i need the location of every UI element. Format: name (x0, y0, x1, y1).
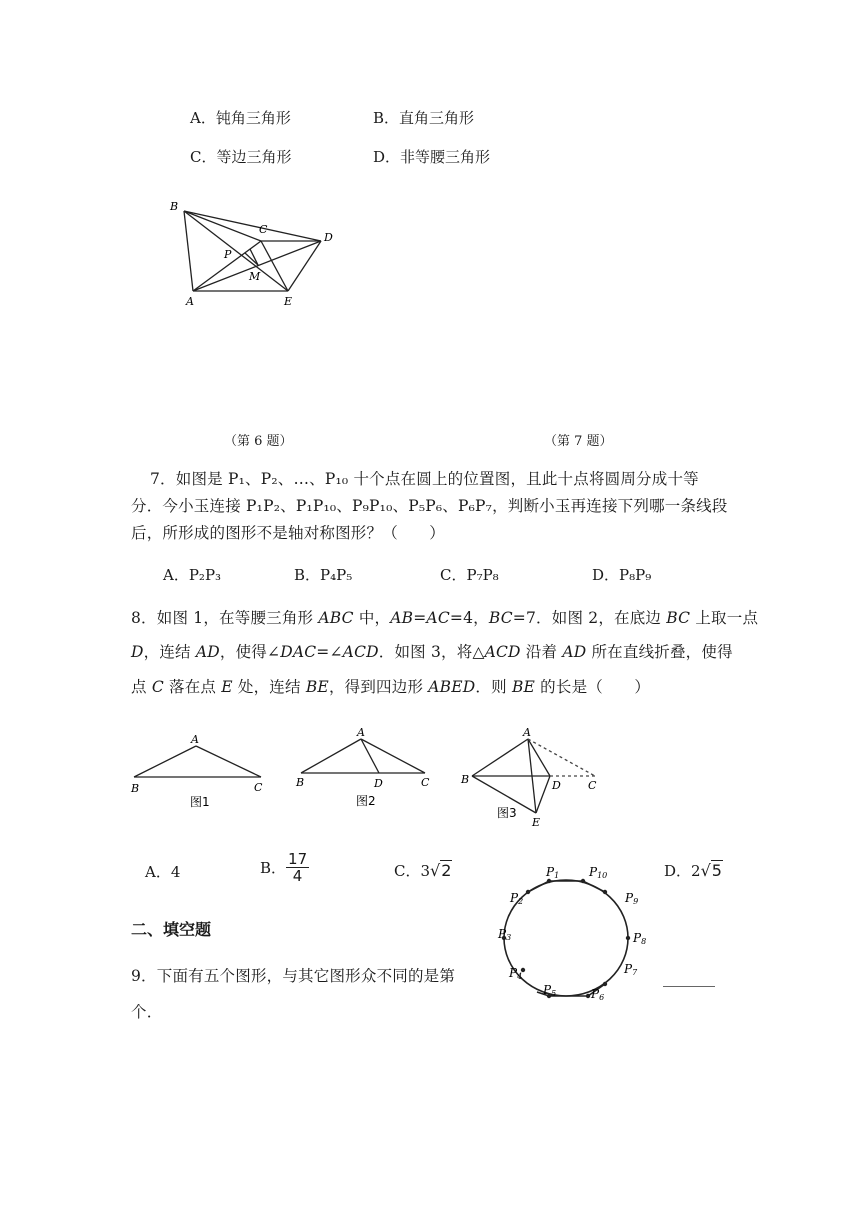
fig6-label-m: M (249, 270, 261, 283)
fig3-label-c: C (588, 779, 597, 792)
q8-option-c: C．3√2 (394, 861, 452, 880)
q8-option-d: D．2√5 (664, 861, 722, 880)
q7-line-3: 后，所形成的图形不是轴对称图形？（ ） (131, 524, 446, 542)
q8-line-2: D，连结 AD，使得∠DAC=∠ACD．如图 3，将△ACD 沿着 AD 所在直线折叠，使得 (131, 643, 733, 661)
fig7-label-p5: P5 (543, 983, 557, 998)
q8-figure-1 (134, 746, 261, 777)
fig1-label-b: B (131, 782, 140, 795)
fig2-label-a: A (357, 726, 365, 739)
fig2-label-d: D (374, 777, 383, 790)
q9-line-2: 个． (131, 1003, 163, 1021)
q8-option-a: A．4 (145, 863, 181, 881)
q7-option-a: A．P₂P₃ (163, 566, 222, 584)
q7-line-1: 7．如图是 P₁、P₂、…、P₁₀ 十个点在圆上的位置图，且此十点将圆周分成十等 (150, 470, 699, 488)
q8-figure-3 (472, 739, 550, 813)
fig3-label-e: E (532, 816, 541, 829)
fig6-label-a: A (186, 295, 194, 308)
q8-line-1: 8．如图 1，在等腰三角形 ABC 中，AB=AC=4，BC=7．如图 2，在底边 BC 上取一点 (131, 609, 759, 627)
q7-option-c: C．P₇P₈ (440, 566, 499, 584)
q6-option-b: B．直角三角形 (373, 109, 475, 127)
fig3-label-d: D (552, 779, 561, 792)
fig6-label-d: D (324, 231, 333, 244)
sqrt-symbol: √5 (700, 861, 722, 880)
q8-line-3: 点 C 落在点 E 处，连结 BE，得到四边形 ABED．则 BE 的长是（ ） (131, 678, 651, 696)
q7-option-d: D．P₈P₉ (592, 566, 652, 584)
q6-option-a: A．钝角三角形 (190, 109, 291, 127)
q9-line-1: 9．下面有五个图形，与其它图形众不同的是第 (131, 967, 456, 985)
section-heading: 二、填空题 (131, 920, 212, 939)
q6-option-c: C．等边三角形 (190, 148, 292, 166)
fraction-17-4: $\frac{17}{4}$ (288, 850, 308, 885)
fig6-label-p: P (224, 248, 232, 261)
fig1-label-a: A (191, 733, 199, 746)
fig6-label-b: B (170, 200, 179, 213)
fig7-label-p4: P4 (509, 966, 523, 981)
fig2-label-b: B (296, 776, 305, 789)
fig7-label-p10: P10 (589, 865, 608, 880)
q6-figure (160, 195, 350, 310)
fig7-label-p9: P9 (625, 891, 639, 906)
q8-figures (125, 725, 615, 830)
caption-q6: （第 6 题） (224, 434, 293, 449)
q6-option-d: D．非等腰三角形 (373, 148, 491, 166)
fig3-label-a: A (523, 726, 531, 739)
sqrt-symbol: √2 (430, 861, 452, 880)
fig6-label-e: E (284, 295, 293, 308)
fig1-caption: 图1 (190, 795, 210, 809)
q7-option-b: B．P₄P₅ (294, 566, 353, 584)
q9-answer-blank[interactable] (663, 972, 715, 991)
fig2-caption: 图2 (356, 794, 376, 808)
q7-line-2: 分．今小玉连接 P₁P₂、P₁P₁₀、P₉P₁₀、P₅P₆、P₆P₇，判断小玉再连接下列哪一条线段 (131, 497, 728, 515)
q8-figure-2 (301, 739, 425, 773)
fig3-caption: 图3 (497, 806, 517, 820)
fig7-label-p6: P6 (591, 987, 605, 1002)
fig1-label-c: C (254, 781, 263, 794)
q7-circle-figure (490, 862, 660, 1012)
fig7-label-p2: P2 (510, 891, 524, 906)
fig6-label-c: C (259, 223, 268, 236)
fig7-label-p7: P7 (624, 962, 638, 977)
fig7-label-p1: P1 (546, 865, 560, 880)
fig7-label-p8: P8 (633, 931, 647, 946)
fig7-label-p3: P3 (498, 927, 512, 942)
fig3-label-b: B (461, 773, 470, 786)
fig2-label-c: C (421, 776, 430, 789)
caption-q7: （第 7 题） (544, 434, 613, 449)
q8-option-b: B． $\frac{17}{4}$ (260, 850, 308, 885)
